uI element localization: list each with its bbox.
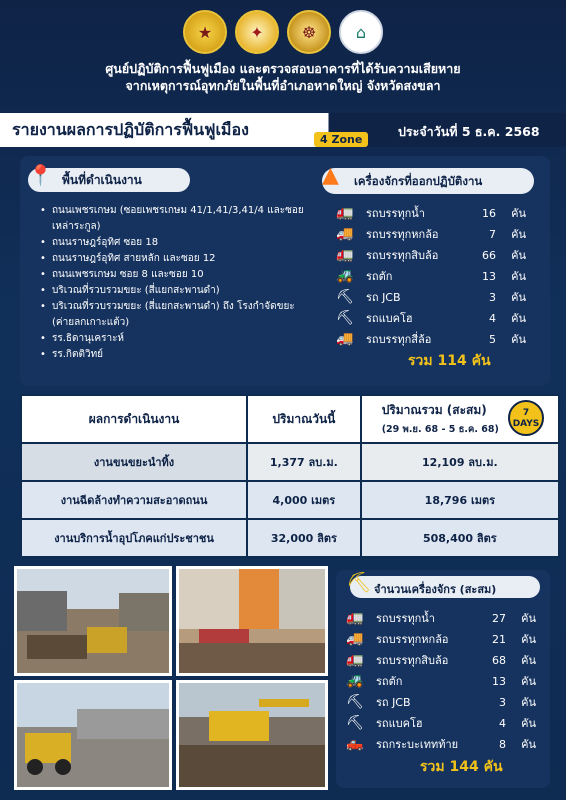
cumulative-machine-row (346, 629, 542, 649)
cumulative-machines-heading: จำนวนเครื่องจักร (สะสม) (374, 583, 497, 596)
machine-row (336, 245, 532, 265)
area-item: • ถนนราษฎร์อุทิศ ซอย 18 (40, 235, 310, 251)
six-wheel-truck-icon: 🚚 (346, 631, 364, 647)
machine-name: รถบรรทุกสิบล้อ (376, 654, 449, 667)
photo-cleanup-street (14, 566, 172, 676)
four-wheel-truck-icon: 🚚 (336, 331, 354, 347)
machine-name: รถบรรทุกน้ำ (366, 207, 425, 220)
area-heading: พื้นที่ดำเนินงาน (62, 173, 142, 187)
photo-debris-buildings (176, 566, 328, 676)
machine-count: 5 (489, 332, 496, 346)
cumulative-cell: 12,109 ลบ.ม. (361, 443, 559, 481)
machine-unit: คัน (521, 675, 536, 688)
machine-unit: คัน (511, 312, 526, 325)
results-table (20, 394, 560, 558)
machine-unit: คัน (511, 333, 526, 346)
machine-name: รถบรรทุกหกล้อ (376, 633, 449, 646)
machine-row (336, 266, 532, 286)
machine-name: รถบรรทุกน้ำ (376, 612, 435, 625)
machine-row (336, 224, 532, 244)
loader-icon: 🚜 (346, 673, 364, 689)
cumulative-machine-row (346, 713, 542, 733)
machine-unit: คัน (511, 270, 526, 283)
jcb-icon: ⛏ (346, 694, 364, 710)
machine-name: รถแบคโฮ (366, 312, 413, 325)
six-wheel-truck-icon: 🚚 (336, 226, 354, 242)
org-title-line-1: ศูนย์ปฏิบัติการฟื้นฟูเมือง และตรวจสอบอาคารที่ได้รับความเสียหาย (105, 61, 461, 76)
cumulative-machine-row (346, 650, 542, 670)
area-item: • ถนนเพชรเกษม ซอย 8 และซอย 10 (40, 267, 310, 283)
cumulative-machines-total: รวม 144 คัน (420, 759, 503, 775)
area-item: • บริเวณที่รวบรวมขยะ (สี่แยกสะพานดำ) (40, 283, 310, 299)
days-badge-number: 7 (522, 408, 530, 418)
today-cell: 1,377 ลบ.ม. (247, 443, 361, 481)
area-item: • บริเวณที่รวบรวมขยะ (สี่แยกสะพานดำ) ถึง โรงกำจัดขยะ (ค่ายลกเกาะแต้ว) (40, 299, 310, 331)
machine-row (336, 203, 532, 223)
machine-name: รถตัก (366, 270, 393, 283)
traffic-cone-icon: ▲ (322, 163, 339, 188)
machines-total: รวม 114 คัน (408, 353, 491, 369)
machine-name: รถ JCB (366, 291, 401, 304)
machines-heading: เครื่องจักรที่ออกปฏิบัติงาน (354, 174, 483, 188)
today-cell: 32,000 ลิตร (247, 519, 361, 557)
machine-unit: คัน (521, 696, 536, 709)
machine-unit: คัน (511, 228, 526, 241)
ten-wheel-truck-icon: 🚛 (336, 247, 354, 263)
ten-wheel-truck-icon: 🚛 (346, 652, 364, 668)
machine-unit: คัน (511, 291, 526, 304)
pickup-truck-icon: 🛻 (346, 736, 364, 752)
backhoe-icon: ⛏ (336, 310, 354, 326)
task-cell: งานขนขยะนำทิ้ง (21, 443, 247, 481)
backhoe-icon: ⛏ (346, 715, 364, 731)
machine-unit: คัน (521, 633, 536, 646)
machine-count: 4 (499, 716, 506, 730)
machine-count: 3 (489, 290, 496, 304)
area-item: • รร.กิตติวิทย์ (40, 347, 310, 363)
organization-title (0, 60, 566, 94)
task-cell: งานบริการน้ำอุปโภคแก่ประชาชน (21, 519, 247, 557)
logo-row (0, 10, 566, 54)
machine-name: รถบรรทุกสี่ล้อ (366, 333, 432, 346)
zone-badge: 4 Zone (314, 132, 368, 147)
machine-unit: คัน (521, 612, 536, 625)
cumulative-machine-row (346, 671, 542, 691)
table-header-row (21, 395, 559, 443)
cumulative-machine-row (346, 692, 542, 712)
photo-loader-road (14, 680, 172, 790)
map-pin-icon: 📍 (28, 163, 53, 187)
area-list (40, 203, 310, 363)
municipality-logo: ⌂ (339, 10, 383, 54)
table-row (21, 519, 559, 557)
machine-count: 4 (489, 311, 496, 325)
machine-count: 68 (492, 653, 506, 667)
cumulative-machine-row (346, 734, 542, 754)
table-row (21, 481, 559, 519)
cumulative-machine-row (346, 608, 542, 628)
machine-unit: คัน (521, 654, 536, 667)
machine-name: รถบรรทุกสิบล้อ (366, 249, 439, 262)
cumulative-range: (29 พ.ย. 68 - 5 ธ.ค. 68) (381, 424, 499, 435)
table-row (21, 443, 559, 481)
org-title-line-2: จากเหตุการณ์อุทกภัยในพื้นที่อำเภอหาดใหญ่ จังหวัดสงขลา (125, 78, 441, 93)
machine-count: 7 (489, 227, 496, 241)
machine-name: รถแบคโฮ (376, 717, 423, 730)
machine-count: 3 (499, 695, 506, 709)
machine-name: รถตัก (376, 675, 403, 688)
jcb-icon: ⛏ (336, 289, 354, 305)
col-header-today: ปริมาณวันนี้ (247, 395, 361, 443)
area-item: • รร.ธิดานุเคราะห์ (40, 331, 310, 347)
days-badge-label: DAYS (512, 419, 540, 429)
report-date: ประจำวันที่ 5 ธ.ค. 2568 (398, 124, 540, 139)
machine-unit: คัน (511, 207, 526, 220)
machine-count: 13 (482, 269, 496, 283)
machine-name: รถกระบะเททท้าย (376, 738, 459, 751)
today-cell: 4,000 เมตร (247, 481, 361, 519)
cumulative-cell: 18,796 เมตร (361, 481, 559, 519)
seven-days-badge (508, 400, 544, 436)
machine-unit: คัน (511, 249, 526, 262)
province-seal-logo: ★ (183, 10, 227, 54)
machine-count: 13 (492, 674, 506, 688)
machine-row (336, 287, 532, 307)
machine-row (336, 329, 532, 349)
machine-count: 21 (492, 632, 506, 646)
machine-unit: คัน (521, 717, 536, 730)
machine-count: 66 (482, 248, 496, 262)
col-header-task: ผลการดำเนินงาน (21, 395, 247, 443)
machine-count: 8 (499, 737, 506, 751)
photo-excavator-debris (176, 680, 328, 790)
machine-name: รถบรรทุกหกล้อ (366, 228, 439, 241)
task-cell: งานฉีดล้างทำความสะอาดถนน (21, 481, 247, 519)
machine-name: รถ JCB (376, 696, 411, 709)
water-truck-icon: 🚛 (346, 610, 364, 626)
machine-count: 27 (492, 611, 506, 625)
area-item: • ถนนราษฎร์อุทิศ สายหลัก และซอย 12 (40, 251, 310, 267)
district-seal-logo: ☸ (287, 10, 331, 54)
cumulative-title: ปริมาณรวม (สะสม) (381, 403, 487, 417)
report-title: รายงานผลการปฏิบัติการฟื้นฟูเมือง (12, 120, 249, 139)
water-truck-icon: 🚛 (336, 205, 354, 221)
excavator-icon: ⛏ (346, 570, 372, 594)
machine-unit: คัน (521, 738, 536, 751)
area-item: • ถนนเพชรเกษม (ซอยเพชรเกษม 41/1,41/3,41/4 และซอยเหล่าระกูล) (40, 203, 310, 235)
ministry-seal-logo: ✦ (235, 10, 279, 54)
machine-count: 16 (482, 206, 496, 220)
cumulative-cell: 508,400 ลิตร (361, 519, 559, 557)
loader-icon: 🚜 (336, 268, 354, 284)
machine-row (336, 308, 532, 328)
